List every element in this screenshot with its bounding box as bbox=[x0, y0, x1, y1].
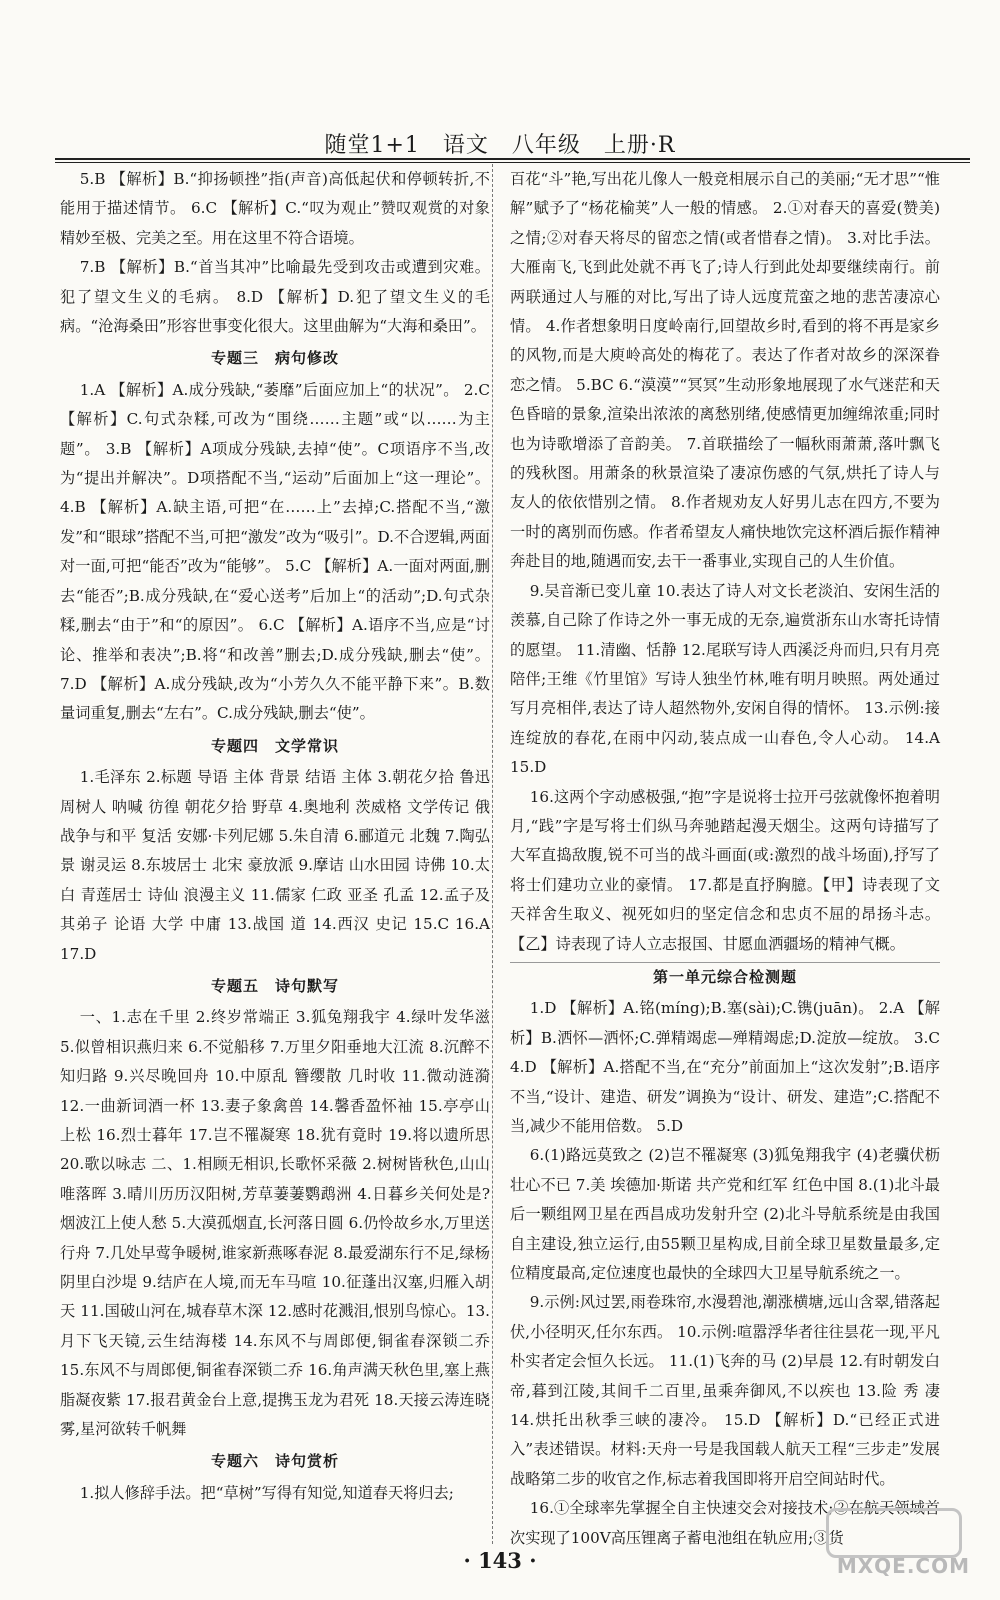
answer-paragraph: 一、1.志在千里 2.终岁常端正 3.狐兔翔我宇 4.绿叶发华滋 5.似曾相识燕归来 6.不觉船移 7.万里夕阳垂地大江流 8.沉醉不知归路 9.兴尽晚回舟 10.中原乱 簪缨散 几时收 11.微动涟漪 12.一曲新词酒一杯 13.妻子象禽兽 14.馨香盈怀袖 15.亭亭山上松 16.烈士暮年 17.岂不罹凝寒 18.犹有竟时 19.将以遗所思 20.歌以咏志 二、1.相顾无相识,长歌怀采薇 2.树树皆秋色,山山唯落晖 3.晴川历历汉阳树,芳草萋萋鹦鹉洲 4.日暮乡关何处是?烟波江上使人愁 5.大漠孤烟直,长河落日圆 6.仍怜故乡水,万里送行舟 7.几处早莺争暖树,谁家新燕啄春泥 8.最爱湖东行不足,绿杨阴里白沙堤 9.结庐在人境,而无车马喧 10.征蓬出汉塞,归雁入胡天 11.国破山河在,城春草木深 12.感时花溅泪,恨别鸟惊心。13.月下飞天镜,云生结海楼 14.东风不与周郎便,铜雀春深锁二乔 15.东风不与周郎便,铜雀春深锁二乔 16.角声满天秋色里,塞上燕脂凝夜紫 17.报君黄金台上意,提携玉龙为君死 18.天接云涛连晓雾,星河欲转千帆舞 bbox=[60, 1008, 490, 1439]
answer-paragraph: 5.B 【解析】B.“抑扬顿挫”指(声音)高低起伏和停顿转折,不能用于描述情节。 6.C 【解析】C.“叹为观止”赞叹观赏的对象精妙至极、完美之至。用在这里不符合语境。 bbox=[60, 170, 490, 247]
watermark bbox=[820, 1508, 970, 1578]
left-column bbox=[60, 165, 490, 1508]
page-number: · 143 · bbox=[463, 1548, 537, 1573]
header-rule bbox=[55, 158, 970, 163]
section-title: 专题六 诗句赏析 bbox=[210, 1452, 339, 1471]
section-title: 专题三 病句修改 bbox=[210, 349, 339, 368]
column-divider bbox=[492, 164, 493, 1544]
answer-paragraph: 7.B 【解析】B.“首当其冲”比喻最先受到攻击或遭到灾难。犯了望文生义的毛病。 8.D 【解析】D.犯了望文生义的毛病。“沧海桑田”形容世事变化很大。这里曲解为“大海和桑田”。 bbox=[60, 258, 490, 336]
watermark-logo-icon bbox=[826, 1508, 962, 1558]
answer-paragraph: 1.A 【解析】A.成分残缺,“萎靡”后面应加上“的状况”。 2.C 【解析】C.句式杂糅,可改为“围绕……主题”或“以……为主题”。 3.B 【解析】A项成分残缺,去掉“使”。C项语序不当,改为“提出并解决”。D项搭配不当,“运动”后面加上“这一理论”。 4.B 【解析】A.缺主语,可把“在……上”去掉;C.搭配不当,“激发”和“眼球”搭配不当,可把“激发”改为“吸引”。D.不合逻辑,两面对一面,可把“能否”改为“能够”。 5.C 【解析】A.一面对两面,删去“能否”;B.成分残缺,在“爱心送考”后加上“的活动”;D.句式杂糅,删去“由于”和“的原因”。 6.C 【解析】A.语序不当,应是“讨论、推举和表决”;B.将“和改善”删去;D.成分残缺,删去“使”。 7.D 【解析】A.成分残缺,改为“小芳久久不能平静下来”。B.数量词重复,删去“左右”。C.成分残缺,删去“使”。 bbox=[60, 380, 490, 723]
answer-paragraph: 1.毛泽东 2.标题 导语 主体 背景 结语 主体 3.朝花夕拾 鲁迅 周树人 呐喊 彷徨 朝花夕拾 野草 4.奥地利 茨威格 文学传记 俄 战争与和平 复活 安娜·卡列尼娜 5.朱自清 6.郦道元 北魏 7.陶弘景 谢灵运 8.东坡居士 北宋 豪放派 9.摩诘 山水田园 诗佛 10.太白 青莲居士 诗仙 浪漫主义 11.儒家 仁政 亚圣 孔孟 12.孟子及其弟子 论语 大学 中庸 13.战国 道 14.西汉 史记 15.C 16.A 17.D bbox=[60, 768, 490, 963]
answer-paragraph: 6.(1)路远莫致之 (2)岂不罹凝寒 (3)狐兔翔我宇 (4)老骥伏枥 壮心不已 7.美 埃德加·斯诺 共产党和红军 红色中国 8.(1)北斗最后一颗组网卫星在西昌成功发射升空 (2)北斗导航系统是由我国自主建设,独立运行,由55颗卫星构成,目前全球卫星数量最多,定位精度最高,定位速度也最快的全球四大卫星导航系统之一。 bbox=[510, 1146, 940, 1283]
answer-paragraph: 百花“斗”艳,写出花儿像人一般竞相展示自己的美丽;“无才思”“惟解”赋予了“杨花榆荚”人一般的情感。 2.①对春天的喜爱(赞美)之情;②对春天将尽的留恋之情(或者惜春之情)。 3.对比手法。大雁南飞,飞到此处就不再飞了;诗人行到此处却要继续南行。前两联通过人与雁的对比,写出了诗人远度荒蛮之地的悲苦凄凉心情。 4.作者想象明日度岭南行,回望故乡时,看到的将不再是家乡的风物,而是大庾岭高处的梅花了。表达了作者对故乡的深深眷恋之情。 5.BC 6.“漠漠”“冥冥”生动形象地展现了水气迷茫和天色昏暗的景象,渲染出浓浓的离愁别绪,使感情更加缠绵浓重;同时也为诗歌增添了音韵美。 7.首联描绘了一幅秋雨萧萧,落叶飘飞的残秋图。用萧条的秋景渲染了凄凉伤感的气氛,烘托了诗人与友人的依依惜别之情。 8.作者规劝友人好男儿志在四方,不要为一时的离别而伤感。作者希望友人痛快地饮完这杯酒后振作精神奔赴目的地,随遇而安,去干一番事业,实现自己的人生价值。 bbox=[510, 170, 940, 571]
section-title: 专题五 诗句默写 bbox=[210, 976, 339, 995]
answer-paragraph: 16.这两个字动感极强,“抱”字是说将士拉开弓弦就像怀抱着明月,“践”字是写将士们纵马奔驰踏起漫天烟尘。这两句诗描写了大军直捣敌腹,锐不可当的战斗画面(或:激烈的战斗场面),抒写了将士们建功立业的豪情。 17.都是直抒胸臆。【甲】诗表现了文天祥舍生取义、视死如归的坚定信念和忠贞不屈的昂扬斗志。【乙】诗表现了诗人立志报国、甘愿血洒疆场的精神气概。 bbox=[510, 787, 940, 953]
answer-paragraph: 9.吴音渐已变儿童 10.表达了诗人对文长老淡泊、安闲生活的羡慕,自己除了作诗之外一事无成的无奈,遍赏浙东山水寄托诗情的愿望。 11.清幽、恬静 12.尾联写诗人西溪泛舟而归,只有月亮陪伴;王维《竹里馆》写诗人独坐竹林,唯有明月映照。两处通过写月亮相伴,表达了诗人超然物外,安闲自得的情怀。 13.示例:接连绽放的春花,在雨中闪动,装点成一山春色,令人心动。 14.A 15.D bbox=[510, 581, 940, 777]
right-column bbox=[510, 165, 940, 1553]
section-title: 第一单元综合检测题 bbox=[510, 962, 940, 992]
answer-paragraph: 9.示例:风过罢,雨卷珠帘,水漫碧池,潮涨横塘,远山含翠,错落起伏,小径明灭,任尔东西。 10.示例:喧嚣浮华者往往昙花一现,平凡朴实者定会恒久长远。 11.(1)飞奔的马 (2)早晨 12.有时朝发白帝,暮到江陵,其间千二百里,虽乘奔御风,不以疾也 13.险 秀 凄 14.烘托出秋季三峡的凄冷。 15.D 【解析】D.“已经正式进入”表述错误。材料:天舟一号是我国载人航天工程“三步走”发展战略第二步的收官之作,标志着我国即将开启空间站时代。 bbox=[510, 1293, 940, 1488]
section-title: 专题四 文学常识 bbox=[210, 736, 339, 755]
running-header: 随堂1+1 语文 八年级 上册·R bbox=[324, 133, 676, 158]
answer-paragraph: 16.①全球率先掌握全自主快速交会对接技术;②在航天领域首次实现了100V高压锂离子蓄电池组在轨应用;③货 bbox=[510, 1499, 940, 1547]
watermark-text: MXQE.COM bbox=[836, 1554, 970, 1578]
answer-paragraph: 1.拟人修辞手法。把“草树”写得有知觉,知道春天将归去; bbox=[79, 1483, 454, 1502]
answer-paragraph: 1.D 【解析】A.铭(míng);B.塞(sài);C.镌(juān)。 2.A 【解析】B.洒怀—洒怀;C.弹精竭虑—殚精竭虑;D.淀放—绽放。 3.C 4.D 【解析】A.搭配不当,在“充分”前面加上“这次发射”;B.语序不当,“设计、建造、研发”调换为“设计、研发、建造”;C.搭配不当,减少不能用倍数。 5.D bbox=[510, 999, 940, 1135]
